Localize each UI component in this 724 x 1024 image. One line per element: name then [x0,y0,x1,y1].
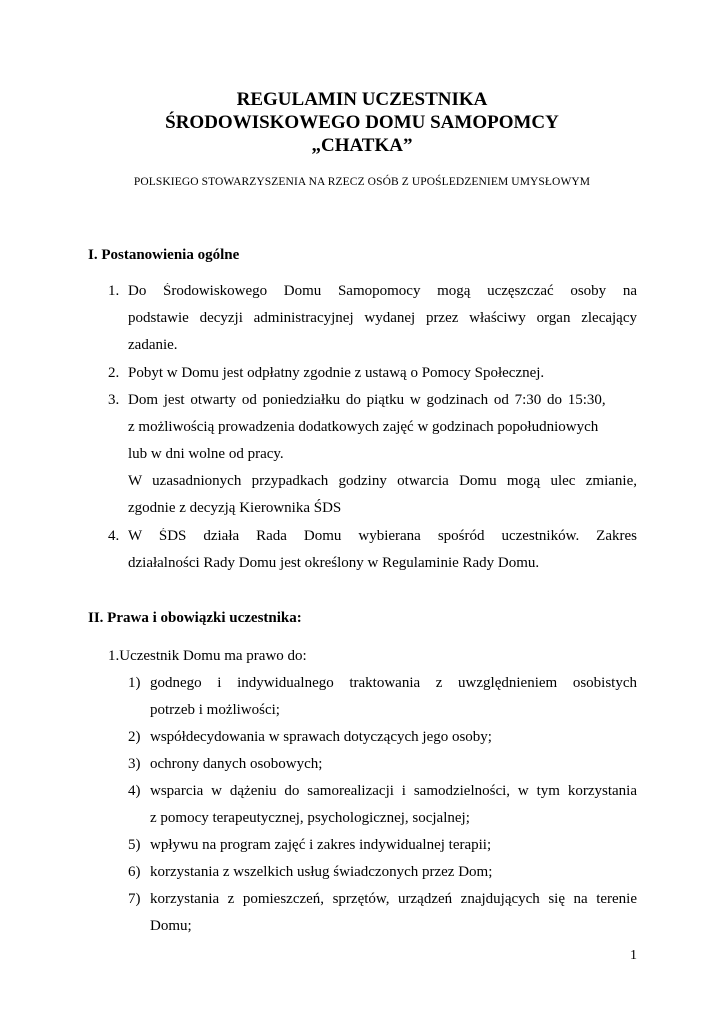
item-number: 1. [108,283,120,299]
section-1-heading: I. Postanowienia ogólne [88,247,240,263]
item-line: korzystania z wszelkich usług świadczonych przez Dom; [150,864,493,880]
item-number: 5) [128,837,141,853]
item-line: zgodnie z decyzją Kierownika ŚDS [128,500,342,516]
title-line-3: „CHATKA” [311,135,413,156]
item-line: Do Środowiskowego Domu Samopomocy mogą uczęszczać osoby na [128,283,637,299]
item-line: działalności Rady Domu jest określony w Regulaminie Rady Domu. [128,555,540,571]
item-number: 3) [128,756,141,772]
item-line: godnego i indywidualnego traktowania z uwzględnieniem osobistych [150,675,637,691]
title-line-1: REGULAMIN UCZESTNIKA [236,89,488,110]
section-2-intro: 1.Uczestnik Domu ma prawo do: [108,648,307,664]
item-number: 7) [128,891,141,907]
item-line: ochrony danych osobowych; [150,756,323,772]
item-line: Dom jest otwarty od poniedziałku do piątku w godzinach od 7:30 do 15:30, [128,392,606,408]
item-number: 2. [108,365,120,381]
item-line: z możliwością prowadzenia dodatkowych zajęć w godzinach popołudniowych [128,419,599,435]
item-line: W ŚDS działa Rada Domu wybierana spośród uczestników. Zakres [128,528,637,544]
item-number: 6) [128,864,141,880]
item-line: lub w dni wolne od pracy. [128,446,284,462]
item-number: 3. [108,392,120,408]
title-line-2: ŚRODOWISKOWEGO DOMU SAMOPOMCY [165,112,559,133]
item-line: korzystania z pomieszczeń, sprzętów, urządzeń znajdujących się na terenie [150,891,637,907]
page-number: 1 [630,948,637,963]
section-2-heading: II. Prawa i obowiązki uczestnika: [88,610,302,626]
item-line: W uzasadnionych przypadkach godziny otwarcia Domu mogą ulec zmianie, [128,473,637,489]
item-number: 4. [108,528,120,544]
item-line: wsparcia w dążeniu do samorealizacji i samodzielności, w tym korzystania [150,783,637,799]
item-line: współdecydowania w sprawach dotyczących jego osoby; [150,729,492,745]
item-line: zadanie. [128,337,178,353]
item-line: Pobyt w Domu jest odpłatny zgodnie z ustawą o Pomocy Społecznej. [128,365,545,381]
item-line: Domu; [150,918,192,934]
item-line: wpływu na program zajęć i zakres indywidualnej terapii; [150,837,492,853]
item-number: 2) [128,729,141,745]
item-line: z pomocy terapeutycznej, psychologicznej, socjalnej; [150,810,470,826]
item-line: podstawie decyzji administracyjnej wydanej przez właściwy organ zlecający [128,310,637,326]
subtitle: POLSKIEGO STOWARZYSZENIA NA RZECZ OSÓB Z UPOŚLEDZENIEM UMYSŁOWYM [133,176,591,188]
item-number: 1) [128,675,141,691]
item-number: 4) [128,783,141,799]
item-line: potrzeb i możliwości; [150,702,280,718]
